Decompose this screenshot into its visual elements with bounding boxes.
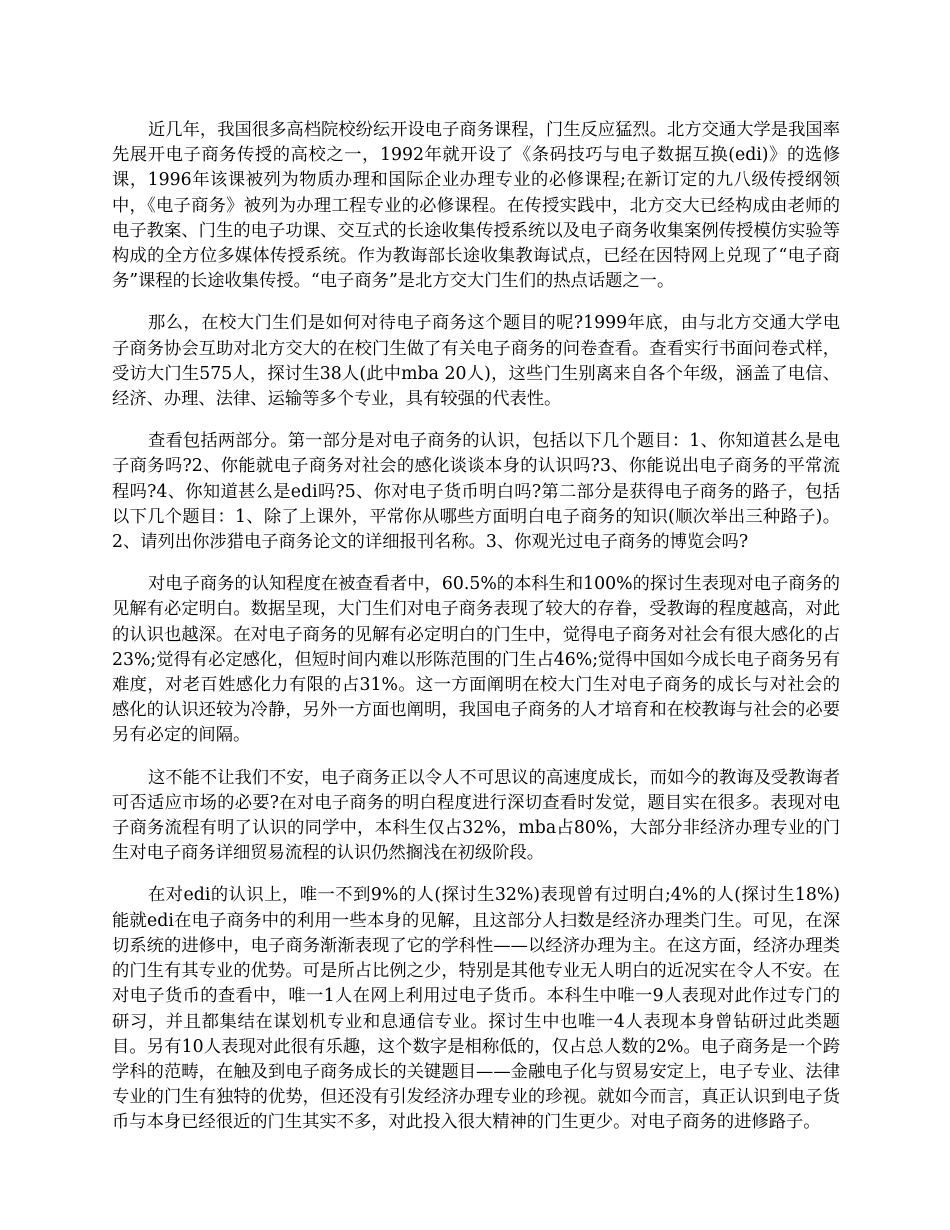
document-body [112,118,840,1153]
paragraph-survey-questions: 查看包括两部分。第一部分是对电子商务的认识，包括以下几个题目：1、你知道甚么是电子商务吗?2、你能就电子商务对社会的感化谈谈本身的认识吗?3、你能说出电子商务的平常流程吗?4、你知道甚么是edi吗?5、你对电子货币明白吗?第二部分是获得电子商务的路子，包括以下几个题目：1、除了上课外，平常你从哪些方面明白电子商务的知识(顺次举出三种路子)。2、请列出你涉猎电子商务论文的详细报刊名称。3、你观光过电子商务的博览会吗? [112,431,840,553]
paragraph-concerns: 这不能不让我们不安，电子商务正以令人不可思议的高速度成长，而如今的教诲及受教诲者可否适应市场的必要?在对电子商务的明白程度进行深切查看时发觉，题目实在很多。表现对电子商务流程有明了认识的同学中，本科生仅占32%，mba占80%，大部分非经济办理专业的门生对电子商务详细贸易流程的认识仍然搁浅在初级阶段。 [112,767,840,864]
paragraph-awareness-results: 对电子商务的认知程度在被查看者中，60.5%的本科生和100%的探讨生表现对电子商务的见解有必定明白。数据呈现，大门生们对电子商务表现了较大的存眷，受教诲的程度越高，对此的认识也越深。在对电子商务的见解有必定明白的门生中，觉得电子商务对社会有很大感化的占23%;觉得有必定感化，但短时间内难以形陈范围的门生占46%;觉得中国如今成长电子商务另有难度，对老百姓感化力有限的占31%。这一方面阐明在校大门生对电子商务的成长与对社会的感化的认识还较为冷静，另外一方面也阐明，我国电子商务的人才培育和在校教诲与社会的必要另有必定的间隔。 [112,574,840,746]
paragraph-edi-and-emoney: 在对edi的认识上，唯一不到9%的人(探讨生32%)表现曾有过明白;4%的人(探讨生18%)能就edi在电子商务中的利用一些本身的见解，且这部分人扫数是经济办理类门生。可见，在深切系统的进修中，电子商务渐渐表现了它的学科性——以经济办理为主。在这方面，经济办理类的门生有其专业的优势。可是所占比例之少，特别是其他专业无人明白的近况实在令人不安。在对电子货币的查看中，唯一1人在网上利用过电子货币。本科生中唯一9人表现对此作过专门的研习，并且都集结在谋划机专业和息通信专业。探讨生中也唯一4人表现本身曾钻研过此类题目。另有10人表现对此很有乐趣，这个数字是相称低的，仅占总人数的2%。电子商务是一个跨学科的范畴，在触及到电子商务成长的关键题目——金融电子化与贸易安定上，电子专业、法律专业的门生有独特的优势，但还没有引发经济办理专业的珍视。就如今而言，真正认识到电子货币与本身已经很近的门生其实不多，对此投入很大精神的门生更少。对电子商务的进修路子。 [112,885,840,1133]
paragraph-survey-overview: 那么，在校大门生们是如何对待电子商务这个题目的呢?1999年底，由与北方交通大学电子商务协会互助对北方交大的在校门生做了有关电子商务的问卷查看。查看实行书面问卷式样，受访大门生575人，探讨生38人(此中mba 20人)，这些门生别离来自各个年级，涵盖了电信、经济、办理、法律、运输等多个专业，具有较强的代表性。 [112,313,840,410]
paragraph-intro: 近几年，我国很多高档院校纷纭开设电子商务课程，门生反应猛烈。北方交通大学是我国率先展开电子商务传授的高校之一，1992年就开设了《条码技巧与电子数据互换(edi)》的选修课，1996年该课被列为物质办理和国际企业办理专业的必修课程;在新订定的九八级传授纲领中，《电子商务》被列为办理工程专业的必修课程。在传授实践中，北方交大已经构成由老师的电子教案、门生的电子功课、交互式的长途收集传授系统以及电子商务收集案例传授模仿实验等构成的全方位多媒体传授系统。作为教诲部长途收集教诲试点，已经在因特网上兑现了“电子商务”课程的长途收集传授。“电子商务”是北方交大门生们的热点话题之一。 [112,120,840,292]
